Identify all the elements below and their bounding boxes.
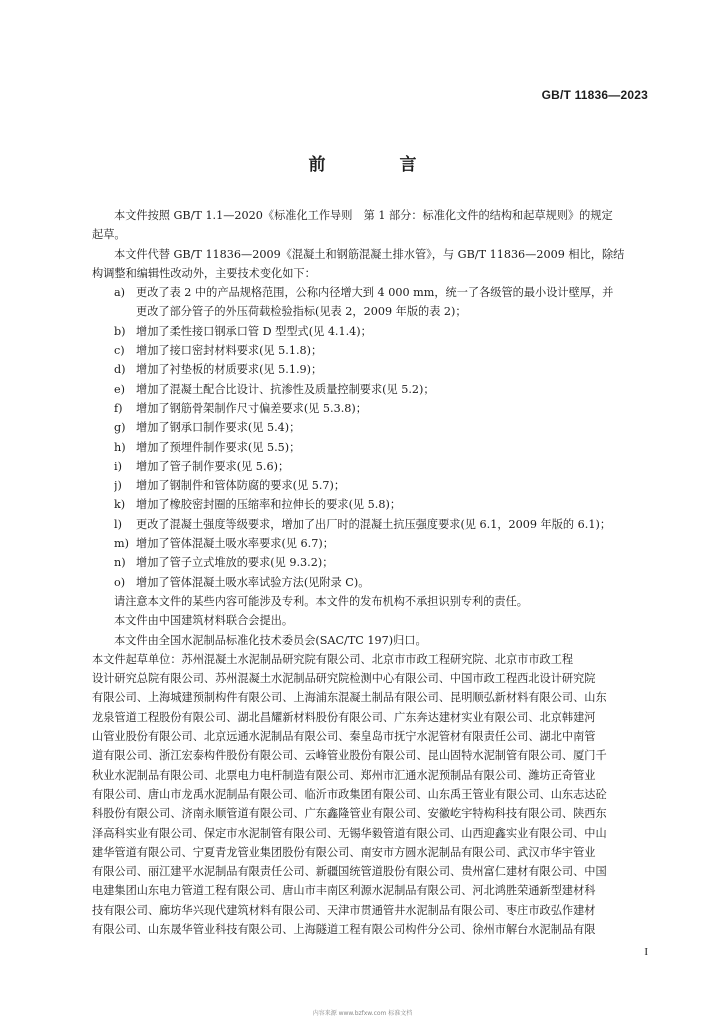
drafters-line: 有限公司、上海城建预制构件有限公司、上海浦东混凝土制品有限公司、昆明顺弘新材料有限公司、山东	[92, 691, 607, 705]
drafters-line: 设计研究总院有限公司、苏州混凝土水泥制品研究院检测中心有限公司、中国市政工程西北设计研究院	[92, 672, 596, 686]
change-item-text: 更改了混凝土强度等级要求，增加了出厂时的混凝土抗压强度要求(见 6.1，2009 年版的 6.1)；	[136, 517, 612, 531]
drafters-line: 科股份有限公司、济南永顺管道有限公司、广东鑫隆管业有限公司、安徽屹宇特构科技有限公司、陕西东	[92, 807, 607, 821]
change-item	[114, 457, 650, 476]
change-item-text: 增加了管体混凝土吸水率试验方法(见附录 C)。	[136, 575, 370, 589]
drafters-line: 秋业水泥制品有限公司、北票电力电杆制造有限公司、郑州市汇通水泥预制品有限公司、潍坊正奇管业	[92, 768, 596, 782]
change-item	[114, 573, 650, 592]
change-item-text: 增加了柔性接口钢承口管 D 型型式(见 4.1.4)；	[136, 324, 372, 338]
change-item-text: 增加了接口密封材料要求(见 5.1.8)；	[136, 344, 323, 358]
change-item-marker: f)	[114, 401, 123, 415]
change-item-text: 增加了钢筋骨架制作尺寸偏差要求(见 5.3.8)；	[136, 401, 367, 415]
drafters-line: 泽高科实业有限公司、保定市水泥制管有限公司、无锡华毅管道有限公司、山西迎鑫实业有限公司、中山	[92, 826, 607, 840]
change-item	[114, 360, 650, 379]
change-item-marker: d)	[114, 363, 126, 377]
change-item	[114, 418, 650, 437]
drafters-line: 建华管道有限公司、宁夏青龙管业集团股份有限公司、南安市方圆水泥制品有限公司、武汉市华宇管业	[92, 845, 596, 859]
change-item-text: 增加了管子制作要求(见 5.6)；	[136, 459, 290, 473]
change-item-text: 更改了表 2 中的产品规格范围，公称内径增大到 4 000 mm，统一了各级管的最小设计壁厚，并	[136, 286, 614, 300]
change-item-marker: e)	[114, 382, 125, 396]
change-item-marker: n)	[114, 556, 126, 570]
change-item-marker: k)	[114, 498, 126, 512]
change-item-marker: b)	[114, 324, 126, 338]
standard-code: GB/T 11836—2023	[541, 88, 648, 102]
change-item-marker	[114, 302, 136, 321]
change-item-marker: a)	[114, 286, 126, 300]
change-item-marker: h)	[114, 440, 126, 454]
drafters-line: 有限公司、唐山市龙禹水泥制品有限公司、临沂市政集团有限公司、山东禹王管业有限公司、山东志达砼	[92, 787, 607, 801]
change-item	[114, 438, 650, 457]
change-item	[114, 476, 650, 495]
change-item-text: 更改了部分管子的外压荷载检验指标(见表 2，2009 年版的表 2)；	[136, 305, 467, 319]
paragraph-line: 本文件代替 GB/T 11836—2009《混凝土和钢筋混凝土排水管》，与 GB/T 11836—2009 相比，除结	[114, 247, 625, 261]
drafters-line: 有限公司、山东晟华管业科技有限公司、上海隧道工程有限公司构件分公司、徐州市解台水泥制品有限	[92, 922, 596, 936]
drafters-line: 本文件起草单位：苏州混凝土水泥制品研究院有限公司、北京市市政工程研究院、北京市市政工程	[92, 652, 574, 666]
note-line: 请注意本文件的某些内容可能涉及专利。本文件的发布机构不承担识别专利的责任。	[114, 594, 528, 608]
document-body	[92, 206, 650, 939]
change-item-text: 增加了管子立式堆放的要求(见 9.3.2)；	[136, 556, 334, 570]
change-item-marker: j)	[114, 479, 122, 493]
changes-list	[114, 283, 650, 592]
change-item-text: 增加了钢承口制作要求(见 5.4)；	[136, 421, 301, 435]
change-item	[114, 495, 650, 514]
change-item	[114, 302, 650, 321]
drafters-line: 有限公司、丽江建平水泥制品有限责任公司、新疆国统管道股份有限公司、贵州富仁建材有限公司、中国	[92, 865, 607, 879]
change-item-marker: c)	[114, 344, 125, 358]
page-title: 前 言	[308, 155, 451, 175]
paragraph-line: 构调整和编辑性改动外，主要技术变化如下：	[92, 266, 316, 280]
change-item-text: 增加了管体混凝土吸水率要求(见 6.7)；	[136, 537, 334, 551]
change-item	[114, 553, 650, 572]
change-item	[114, 341, 650, 360]
change-item-text: 增加了混凝土配合比设计、抗渗性及质量控制要求(见 5.2)；	[136, 382, 435, 396]
change-item-marker: i)	[114, 459, 122, 473]
paragraph-line: 本文件按照 GB/T 1.1—2020《标准化工作导则 第 1 部分：标准化文件的结构和起草规则》的规定	[114, 209, 613, 222]
change-item-text: 增加了预埋件制作要求(见 5.5)；	[136, 440, 301, 454]
drafters-line: 技有限公司、廊坊华兴现代建筑材料有限公司、天津市贯通管井水泥制品有限公司、枣庄市政弘作建材	[92, 903, 596, 917]
change-item-text: 增加了橡胶密封圈的压缩率和拉伸长的要求(见 5.8)；	[136, 498, 402, 512]
change-item-text: 增加了衬垫板的材质要求(见 5.1.9)；	[136, 363, 323, 377]
paragraph-line: 起草。	[92, 228, 126, 242]
change-item	[114, 322, 650, 341]
change-item	[114, 534, 650, 553]
drafters-paragraph	[92, 650, 650, 939]
change-item	[114, 283, 650, 302]
drafters-line: 电建集团山东电力管道工程有限公司、唐山市丰南区利源水泥制品有限公司、河北鸿胜荣通新型建材科	[92, 884, 596, 898]
drafters-line: 道有限公司、浙江宏泰构件股份有限公司、云峰管业股份有限公司、昆山固特水泥制管有限公司、厦门千	[92, 749, 607, 763]
change-item-text: 增加了钢制件和管体防腐的要求(见 5.7)；	[136, 479, 346, 493]
change-item	[114, 399, 650, 418]
change-item	[114, 515, 650, 534]
drafters-line: 山管业股份有限公司、北京远通水泥制品有限公司、秦皇岛市抚宁水泥管材有限责任公司、湖北中南管	[92, 730, 596, 744]
page-number: I	[644, 946, 648, 958]
change-item-marker: g)	[114, 421, 126, 435]
change-item-marker: m)	[114, 537, 129, 551]
footer-watermark: 内容来源 www.bzfxw.com 标准文档	[312, 1010, 413, 1017]
change-item	[114, 380, 650, 399]
drafters-line: 龙泉管道工程股份有限公司、湖北昌耀新材料股份有限公司、广东奔达建材实业有限公司、北京韩建河	[92, 710, 596, 724]
note-line: 本文件由中国建筑材料联合会提出。	[114, 614, 294, 628]
note-line: 本文件由全国水泥制品标准化技术委员会(SAC/TC 197)归口。	[114, 633, 427, 647]
change-item-marker: o)	[114, 575, 126, 589]
change-item-marker: l)	[114, 517, 122, 531]
